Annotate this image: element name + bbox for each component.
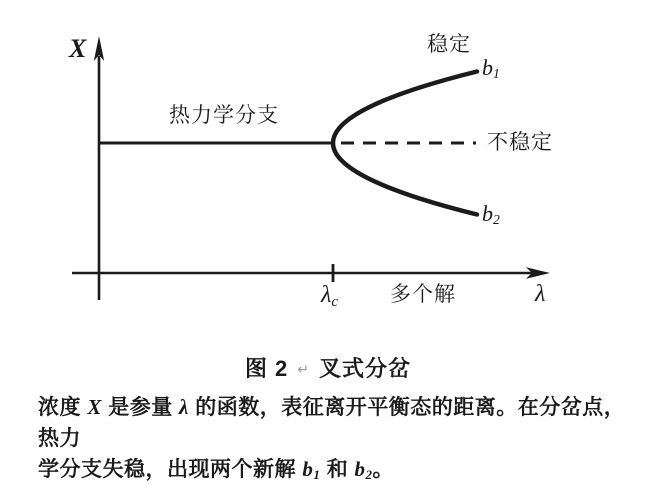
body-line-1-part: 浓度 bbox=[38, 396, 88, 419]
body-var-b1-subscript: 1 bbox=[313, 467, 321, 483]
body-var-b2-subscript: 2 bbox=[365, 467, 373, 483]
body-var-x: X bbox=[87, 395, 102, 419]
lambda-c-label bbox=[321, 282, 339, 310]
x-axis-label: X bbox=[69, 34, 87, 63]
body-line-2 bbox=[38, 458, 394, 481]
b1-label bbox=[482, 55, 500, 82]
caption-title: 叉式分岔 bbox=[319, 356, 412, 381]
lambda-c-base: λ bbox=[321, 282, 332, 308]
b2-subscript: 2 bbox=[493, 212, 500, 228]
b1-base: b bbox=[482, 55, 493, 80]
body-text bbox=[38, 392, 638, 485]
body-var-b2 bbox=[355, 457, 373, 481]
lambda-axis-label: λ bbox=[535, 281, 546, 307]
body-var-b1-base: b bbox=[302, 457, 314, 481]
body-line-2-part: 和 bbox=[320, 458, 355, 481]
body-line-1 bbox=[38, 396, 625, 450]
b2-base: b bbox=[482, 201, 493, 226]
figure-caption bbox=[0, 352, 656, 383]
multiple-solutions-label: 多个解 bbox=[390, 283, 456, 306]
lambda-c-subscript: c bbox=[331, 293, 339, 310]
body-line-2-part: 学分支失稳，出现两个新解 bbox=[38, 458, 303, 481]
caption-number: 图 2 bbox=[244, 356, 289, 381]
unstable-label: 不稳定 bbox=[487, 131, 553, 154]
stable-label: 稳定 bbox=[427, 33, 471, 56]
return-mark-icon: ↵ bbox=[297, 361, 311, 377]
body-var-b1 bbox=[302, 457, 320, 481]
body-line-1-part: 是参量 bbox=[101, 396, 180, 419]
thermodynamic-branch-label: 热力学分支 bbox=[169, 104, 279, 127]
body-line-2-part: 。 bbox=[372, 458, 395, 481]
b1-subscript: 1 bbox=[493, 66, 500, 82]
b2-label bbox=[482, 201, 500, 228]
body-var-lambda: λ bbox=[179, 395, 189, 419]
body-line-1-part: 的函数，表征离开平衡态的距离。在分岔点，热力 bbox=[38, 396, 626, 450]
body-var-b2-base: b bbox=[354, 457, 366, 481]
